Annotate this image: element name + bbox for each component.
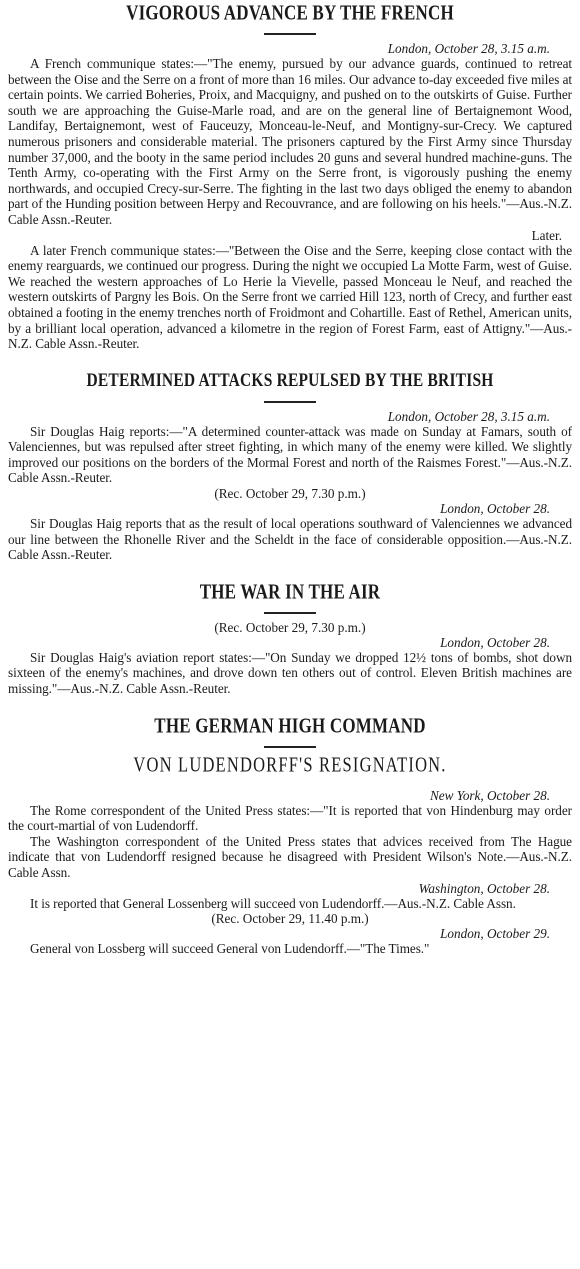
received-line: (Rec. October 29, 7.30 p.m.) bbox=[214, 486, 366, 502]
dateline: London, October 28. bbox=[440, 634, 550, 650]
article-war-in-air bbox=[8, 581, 572, 697]
body-paragraph: Sir Douglas Haig reports that as the result of local operations southward of Valenciennes we advanced our line between the Rhonelle River and the Scheldt in the face of considerable opposition.—Aus.-N.Z. Cable Assn.-Reuter. bbox=[8, 516, 572, 563]
dateline: New York, October 28. bbox=[429, 787, 550, 803]
body-paragraph: Sir Douglas Haig reports:—"A determined counter-attack was made on Sunday at Famars, south of Valenciennes, but was repulsed after street fighting, in which many of the enemy were killed. We slightly improved our positions on the borders of the Mormal Forest and north of the Raismes Forest."—Aus.-N.Z. Cable Assn.-Reuter. bbox=[8, 423, 572, 486]
dateline: Washington, October 28. bbox=[418, 880, 550, 896]
divider bbox=[264, 746, 316, 748]
dateline: London, October 28, 3.15 a.m. bbox=[387, 41, 550, 56]
divider bbox=[264, 401, 316, 403]
body-paragraph: A French communique states:—"The enemy, pursued by our advance guards, continued to retreat between the Oise and the Serre on a front of more than 16 miles. Our advance to-day exceeded five miles at certain points. We carried Boheries, Proix, and Macquigny, and pushed on to the outskirts of Guise. Further south we are approaching the Guise-Marle road, and are on the general line of Bertaignemont Wood, Landifay, Bertaignemont, west of Fauceuzy, Monceau-le-Neuf, and Montigny-sur-Crecy. We captured numerous prisoners and considerable material. The prisoners captured by the First Army since Thursday number 37,000, and the booty in the same period includes 20 guns and several hundred machine-guns. The Tenth Army, co-operating with the First Army on the Serre front, is vigorously pushing the enemy northwards, and occupied Crecy-sur-Serre. The fighting in the last two days obliged the enemy to abandon part of the Hunding position between Herpy and Recouvrance, and are following on his heels."—Aus.-N.Z. Cable Assn.-Reuter. bbox=[8, 56, 572, 227]
headline: THE GERMAN HIGH COMMAND bbox=[154, 713, 426, 737]
subheadline: VON LUDENDORFF'S RESIGNATION. bbox=[133, 752, 447, 776]
dateline: London, October 28, 3.15 a.m. bbox=[387, 408, 550, 424]
divider bbox=[264, 612, 316, 614]
dateline: London, October 29. bbox=[440, 926, 550, 942]
body-paragraph: Sir Douglas Haig's aviation report states:—"On Sunday we dropped 12½ tons of bombs, shot down sixteen of the enemy's machines, and drove down ten others out of control. Eleven British machines are missing."—Aus.-N.Z. Cable Assn.-Reuter. bbox=[8, 649, 572, 697]
headline: VIGOROUS ADVANCE BY THE FRENCH bbox=[126, 0, 454, 25]
article-french-advance bbox=[8, 0, 572, 352]
body-paragraph: The Rome correspondent of the United Press states:—"It is reported that von Hindenburg may order the court-martial of von Ludendorff. bbox=[8, 802, 572, 834]
body-paragraph: A later French communique states:—"Between the Oise and the Serre, keeping close contact with the enemy rearguards, we continued our progress. During the night we occupied La Motte Farm, west of Guise. We reached the western approaches of Lo Herie la Vievelle, passed Monceau le Neuf, and reached the western outskirts of Pargny les Bois. On the Serre front we carried Hill 123, north of Crecy, and further east obtained a footing in the enemy trenches north of Froidmont and Cohartille. East of Rethel, American units, by a brilliant local operation, advanced a kilometre in the region of Forest Farm, east of Attigny."—Aus.-N.Z. Cable Assn.-Reuter. bbox=[8, 242, 572, 352]
received-line: (Rec. October 29, 11.40 p.m.) bbox=[211, 911, 369, 927]
body-paragraph: General von Lossberg will succeed General von Ludendorff.—"The Times." bbox=[30, 941, 430, 957]
headline: THE WAR IN THE AIR bbox=[199, 579, 381, 604]
body-paragraph: It is reported that General Lossenberg will succeed von Ludendorff.—Aus.-N.Z. Cable Assn. bbox=[30, 895, 516, 911]
dateline: Later. bbox=[531, 227, 562, 243]
divider bbox=[264, 33, 316, 35]
article-german-high-command bbox=[8, 715, 572, 957]
article-british-repulse bbox=[8, 370, 572, 563]
headline: DETERMINED ATTACKS REPULSED BY THE BRITISH bbox=[86, 369, 494, 391]
dateline: London, October 28. bbox=[440, 501, 550, 517]
body-paragraph: The Washington correspondent of the United Press states that advices received from The Hague indicate that von Ludendorff resigned because he disagreed with President Wilson's Note.—Aus.-N.Z. Cable Assn. bbox=[8, 833, 572, 880]
received-line: (Rec. October 29, 7.30 p.m.) bbox=[214, 619, 366, 635]
